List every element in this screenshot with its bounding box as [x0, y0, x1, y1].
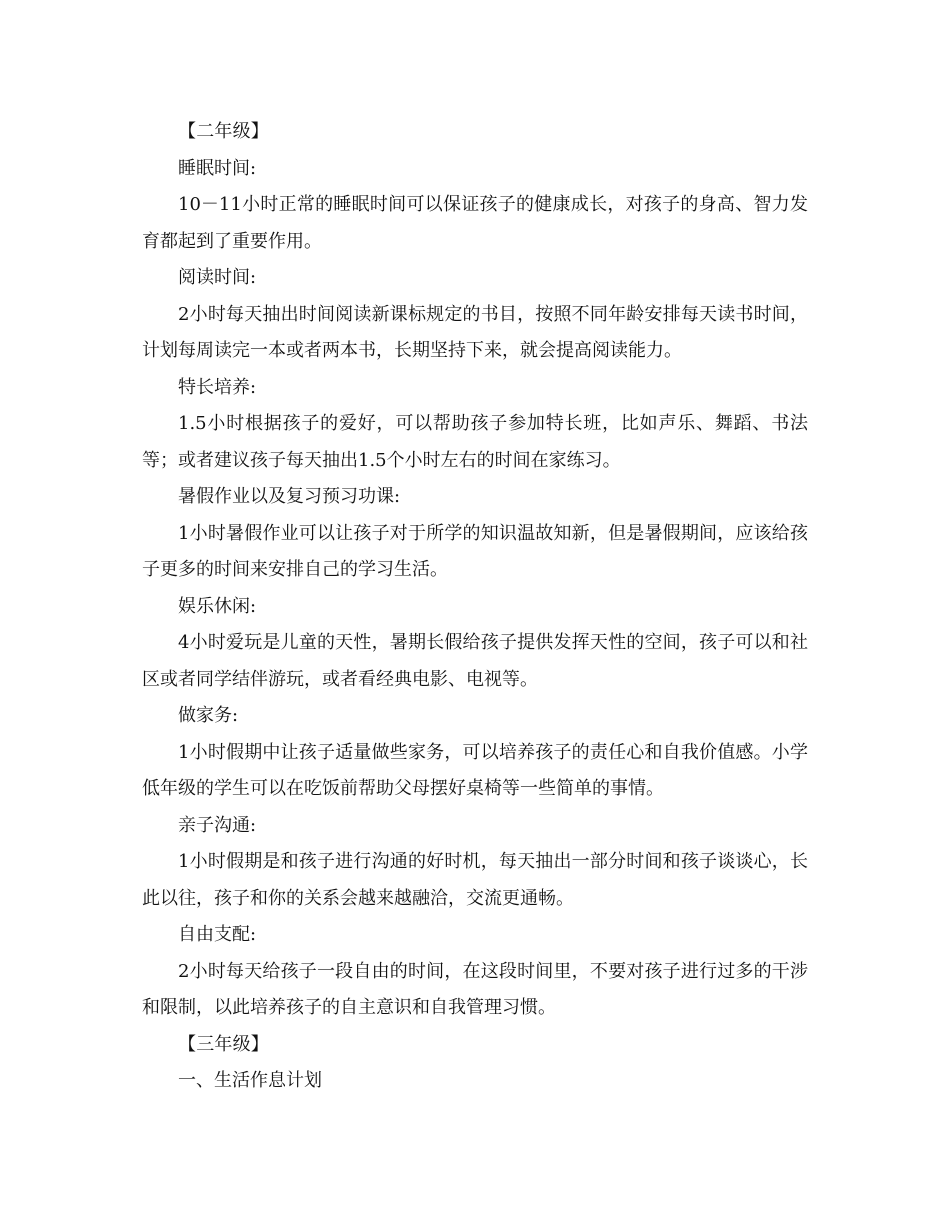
parent-child-paragraph: 1小时假期是和孩子进行沟通的好时机，每天抽出一部分时间和孩子谈谈心，长此以往，孩子和你的关系会越来越融洽，交流更通畅。: [142, 851, 808, 909]
summer-homework-title: 暑假作业以及复习预习功课:: [178, 486, 401, 507]
free-time-paragraph: 2小时每天给孩子一段自由的时间，在这段时间里，不要对孩子进行过多的干涉和限制，以此培养孩子的自主意识和自我管理习惯。: [142, 960, 808, 1018]
summer-homework-paragraph: 1小时暑假作业可以让孩子对于所学的知识温故知新，但是暑假期间，应该给孩子更多的时间来安排自己的学习生活。: [142, 522, 808, 580]
leisure-title: 娱乐休闲:: [178, 595, 257, 617]
talent-training-title: 特长培养:: [178, 376, 257, 398]
reading-time-paragraph: 2小时每天抽出时间阅读新课标规定的书目，按照不同年龄安排每天读书时间，计划每周读完一本或者两本书，长期坚持下来，就会提高阅读能力。: [142, 303, 808, 361]
housework-title: 做家务:: [178, 705, 239, 726]
parent-child-title: 亲子沟通:: [178, 814, 257, 836]
talent-training-paragraph: 1.5小时根据孩子的爱好，可以帮助孩子参加特长班，比如声乐、舞蹈、书法等；或者建议孩子每天抽出1.5个小时左右的时间在家练习。: [142, 413, 808, 471]
sleep-time-paragraph: 10－11小时正常的睡眠时间可以保证孩子的健康成长，对孩子的身高、智力发育都起到了重要作用。: [142, 194, 808, 252]
life-schedule-title: 一、生活作息计划: [178, 1070, 322, 1091]
grade-two-heading: 【二年级】: [178, 121, 269, 142]
reading-time-title: 阅读时间:: [178, 267, 257, 288]
grade-three-heading: 【三年级】: [178, 1033, 269, 1055]
free-time-title: 自由支配:: [178, 924, 257, 945]
sleep-time-title: 睡眠时间:: [178, 157, 257, 179]
leisure-paragraph: 4小时爱玩是儿童的天性，暑期长假给孩子提供发挥天性的空间，孩子可以和社区或者同学结伴游玩，或者看经典电影、电视等。: [142, 632, 808, 690]
housework-paragraph: 1小时假期中让孩子适量做些家务，可以培养孩子的责任心和自我价值感。小学低年级的学生可以在吃饭前帮助父母摆好桌椅等一些简单的事情。: [142, 741, 808, 799]
document-content: [142, 114, 808, 1100]
